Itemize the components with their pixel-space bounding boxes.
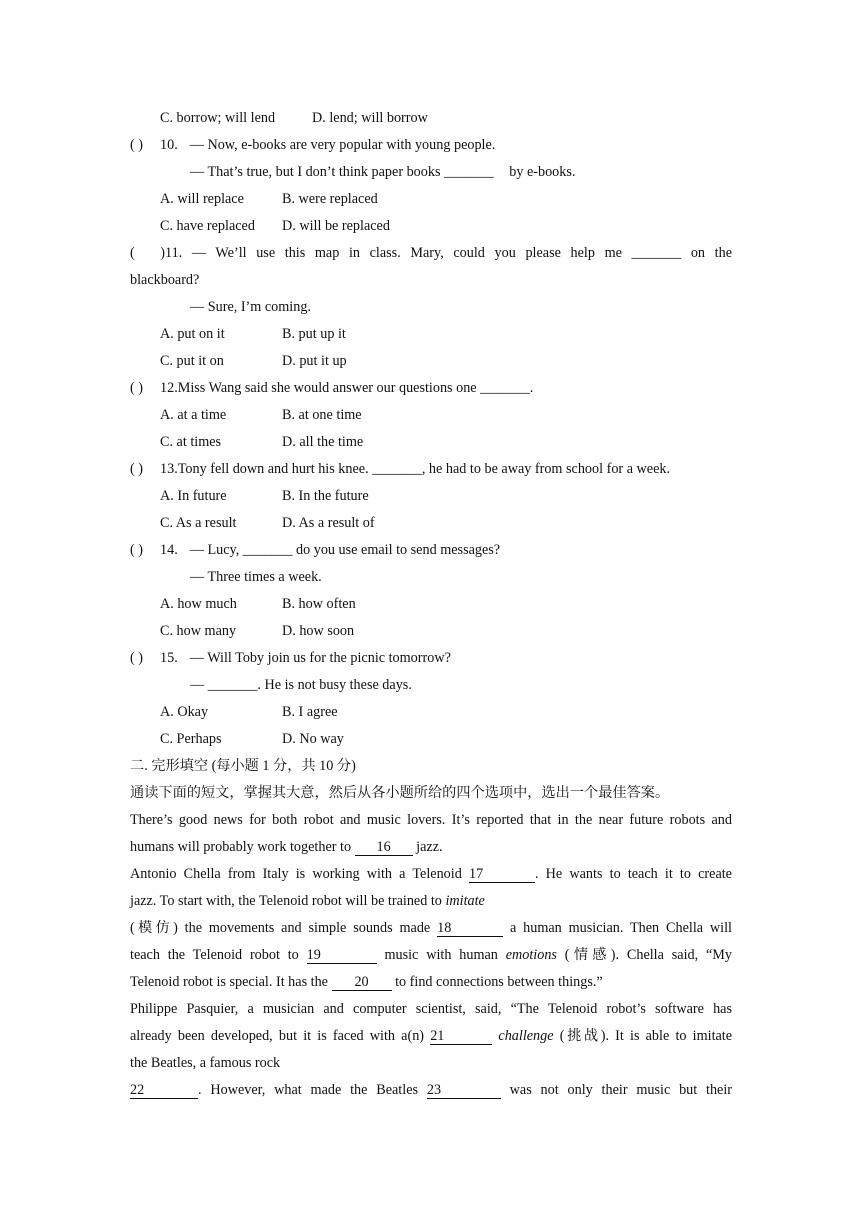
blank-16[interactable]: 16 (355, 840, 413, 856)
question-12-options-cd (160, 433, 762, 451)
option-a[interactable]: A. will replace (160, 191, 244, 207)
passage-line: 22 . However, what made the Beatles 23 was not only their music but their (130, 1082, 733, 1098)
option-a[interactable]: A. at a time (160, 407, 227, 423)
question-11-reply: — Sure, I’m coming. (190, 299, 311, 315)
option-b[interactable]: B. how often (282, 596, 356, 612)
passage-line: Antonio Chella from Italy is working with a Telenoid 17 . He wants to teach it to create (130, 866, 732, 882)
option-d[interactable]: D. will be replaced (282, 218, 390, 234)
question-number: 11. (165, 245, 183, 261)
question-10-options-cd (160, 217, 762, 235)
question-number: 10. (160, 137, 178, 153)
blank-20[interactable]: 20 (332, 975, 392, 991)
option-d[interactable]: D. No way (282, 731, 344, 747)
question-13 (130, 460, 732, 478)
option-c[interactable]: C. at times (160, 434, 222, 450)
question-stem: — Lucy, _______ do you use email to send messages? (189, 542, 501, 558)
option-a[interactable]: A. Okay (160, 704, 209, 720)
option-d[interactable]: D. how soon (282, 623, 355, 639)
blank-18[interactable]: 18 (437, 921, 503, 937)
question-13-options-ab (160, 487, 762, 505)
option-a[interactable]: A. In future (160, 488, 227, 504)
option-b[interactable]: B. were replaced (282, 191, 378, 207)
passage-line: Telenoid robot is special. It has the 20 to find connections between things.” (130, 974, 603, 990)
answer-paren[interactable]: ( ) (130, 380, 143, 396)
option-c[interactable]: C. put it on (160, 353, 224, 369)
option-b[interactable]: B. put up it (282, 326, 346, 342)
question-13-options-cd (160, 514, 762, 532)
question-14-options-cd (160, 622, 762, 640)
passage-line: There’s good news for both robot and music lovers. It’s reported that in the near future robots and (130, 812, 732, 828)
passage-line: humans will probably work together to 16 jazz. (130, 839, 443, 855)
option-a[interactable]: A. how much (160, 596, 237, 612)
answer-paren[interactable]: ( ) (130, 461, 143, 477)
question-14 (130, 541, 732, 559)
q9-option-c: C. borrow; will lend (160, 110, 276, 126)
question-stem: — We’ll use this map in class. Mary, could you please help me _______ on the (191, 245, 732, 261)
blank-17[interactable]: 17 (469, 867, 535, 883)
question-15 (130, 649, 732, 667)
question-number: 13. (160, 461, 178, 477)
question-14-reply: — Three times a week. (190, 569, 322, 585)
question-10-reply: — That’s true, but I don’t think paper books _______ by e-books. (190, 164, 576, 180)
section-heading: 二. 完形填空 (每小题 1 分，共 10 分) (130, 758, 356, 774)
option-d[interactable]: D. As a result of (282, 515, 375, 531)
question-11-options-cd (160, 352, 762, 370)
option-a[interactable]: A. put on it (160, 326, 225, 342)
blank-22[interactable]: 22 (130, 1083, 198, 1099)
option-c[interactable]: C. how many (160, 623, 237, 639)
question-10-options-ab (160, 190, 762, 208)
blank-19[interactable]: 19 (307, 948, 377, 964)
option-c[interactable]: C. As a result (160, 515, 237, 531)
question-stem: Miss Wang said she would answer our questions one _______. (177, 380, 534, 396)
question-stem: Tony fell down and hurt his knee. _______, he had to be away from school for a week. (177, 461, 671, 477)
option-b[interactable]: B. In the future (282, 488, 369, 504)
passage-line: (模仿) the movements and simple sounds made 18 a human musician. Then Chella will (130, 920, 732, 936)
passage-line: already been developed, but it is faced with a(n) 21 challenge (挑战). It is able to imitate (130, 1028, 733, 1044)
question-14-options-ab (160, 595, 762, 613)
answer-paren[interactable]: ( ) (130, 245, 165, 261)
question-11 (130, 244, 732, 262)
question-number: 14. (160, 542, 178, 558)
question-11-options-ab (160, 325, 762, 343)
option-d[interactable]: D. all the time (282, 434, 364, 450)
option-b[interactable]: B. at one time (282, 407, 362, 423)
question-number: 15. (160, 650, 178, 666)
vocab-emotions: emotions (505, 947, 557, 963)
answer-paren[interactable]: ( ) (130, 542, 143, 558)
question-10 (130, 136, 732, 154)
blank-23[interactable]: 23 (427, 1083, 501, 1099)
option-c[interactable]: C. have replaced (160, 218, 255, 234)
question-12 (130, 379, 732, 397)
section-instruction: 通读下面的短文，掌握其大意，然后从各小题所给的四个选项中，选出一个最佳答案。 (130, 785, 670, 801)
vocab-challenge: challenge (498, 1028, 554, 1044)
vocab-imitate: imitate (445, 893, 485, 909)
question-15-options-cd (160, 730, 762, 748)
question-12-options-ab (160, 406, 762, 424)
q9-option-d: D. lend; will borrow (312, 110, 428, 126)
passage-line: jazz. To start with, the Telenoid robot will be trained to imitate (130, 893, 485, 909)
option-c[interactable]: C. Perhaps (160, 731, 222, 747)
question-15-options-ab (160, 703, 762, 721)
passage-line: teach the Telenoid robot to 19 music with human emotions (情感). Chella said, “My (130, 947, 733, 963)
question-stem: — Will Toby join us for the picnic tomorrow? (189, 650, 451, 666)
question-15-reply: — _______. He is not busy these days. (190, 677, 412, 693)
option-b[interactable]: B. I agree (282, 704, 338, 720)
question-number: 12. (160, 380, 178, 396)
question-stem: — Now, e-books are very popular with young people. (189, 137, 496, 153)
q9-options-cd (160, 109, 762, 127)
passage-line: Philippe Pasquier, a musician and computer scientist, said, “The Telenoid robot’s software has (130, 1001, 732, 1017)
passage-line: the Beatles, a famous rock (130, 1055, 281, 1071)
answer-paren[interactable]: ( ) (130, 650, 143, 666)
answer-paren[interactable]: ( ) (130, 137, 143, 153)
option-d[interactable]: D. put it up (282, 353, 347, 369)
question-11-stem-cont: blackboard? (130, 272, 200, 288)
blank-21[interactable]: 21 (430, 1029, 492, 1045)
